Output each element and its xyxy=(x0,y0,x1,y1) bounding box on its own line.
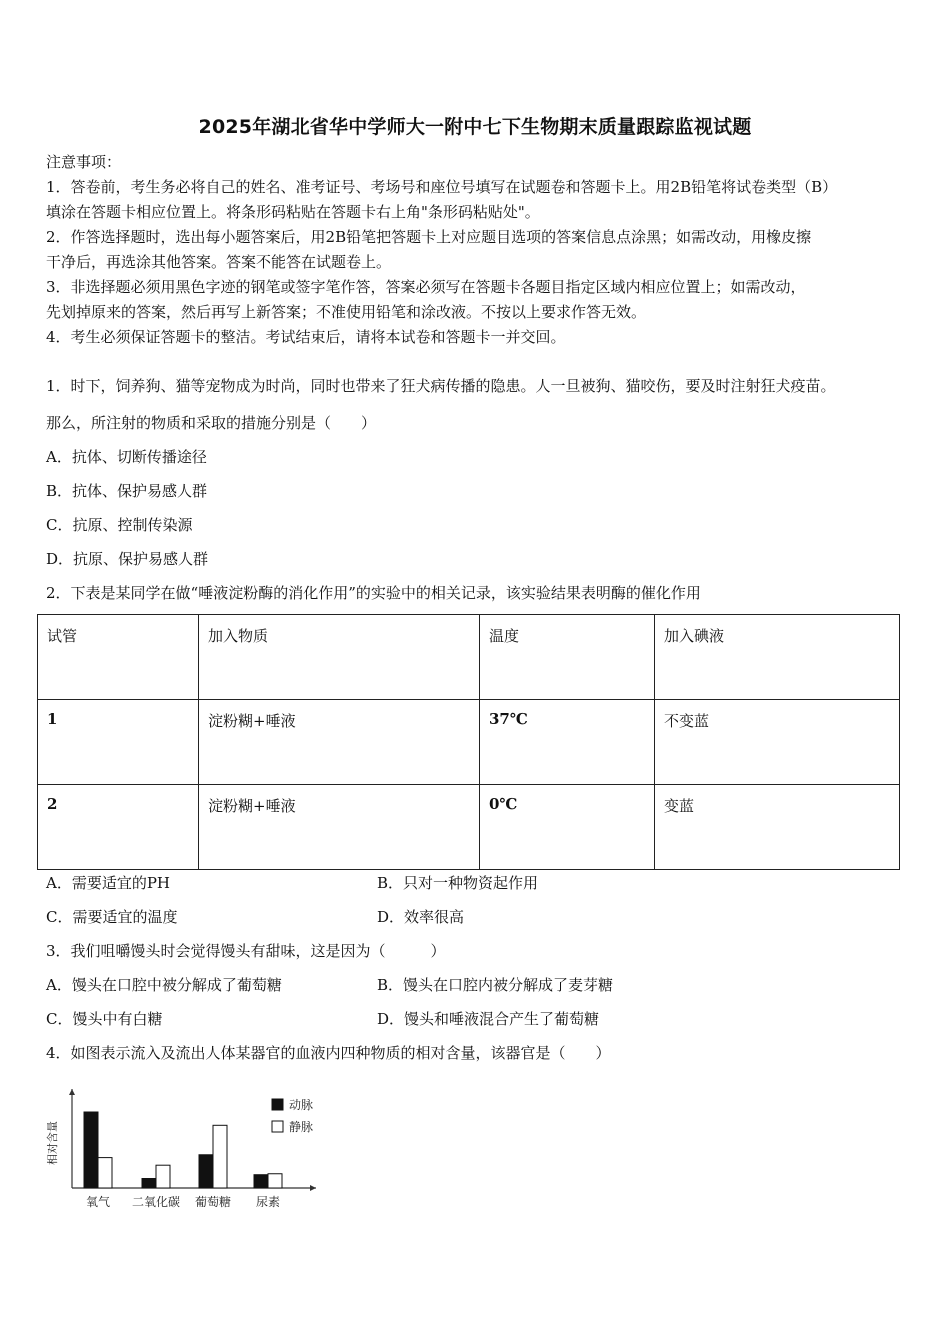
table-row xyxy=(38,700,900,785)
q3-stem: 3．我们咀嚼馒头时会觉得馒头有甜味，这是因为（ ） xyxy=(46,942,446,960)
bar-动脉 xyxy=(142,1179,156,1189)
table-header-cell: 加入物质 xyxy=(199,615,480,700)
notice-line: 3．非选择题必须用黑色字迹的钢笔或签字笔作答，答案必须写在答题卡各题目指定区域内相应位置上；如需改动， xyxy=(46,278,806,296)
notice-line: 2．作答选择题时，选出每小题答案后，用2B铅笔把答题卡上对应题目选项的答案信息点涂黑；如需改动，用橡皮擦 xyxy=(46,228,812,246)
experiment-table xyxy=(37,614,900,870)
q1-option-d[interactable]: D．抗原、保护易感人群 xyxy=(46,550,209,568)
table-cell: 1 xyxy=(38,700,199,785)
q1-stem-cont: 那么，所注射的物质和采取的措施分别是（ ） xyxy=(46,414,377,432)
blood-substance-chart xyxy=(44,1085,334,1215)
q2-option-d[interactable]: D．效率很高 xyxy=(377,908,465,926)
table-header-cell: 试管 xyxy=(38,615,199,700)
q1-option-c[interactable]: C．抗原、控制传染源 xyxy=(46,516,193,534)
bar-动脉 xyxy=(199,1155,213,1188)
q2-stem: 2．下表是某同学在做“唾液淀粉酶的消化作用”的实验中的相关记录，该实验结果表明酶的催化作用 xyxy=(46,584,701,602)
q1-stem: 1．时下，饲养狗、猫等宠物成为时尚，同时也带来了狂犬病传播的隐患。人一旦被狗、猫咬伤，要及时注射狂犬疫苗。 xyxy=(46,377,836,395)
table-cell: 2 xyxy=(38,785,199,870)
bar-动脉 xyxy=(254,1175,268,1188)
q3-option-a[interactable]: A．馒头在口腔中被分解成了葡萄糖 xyxy=(46,976,282,994)
table-header-cell: 加入碘液 xyxy=(655,615,900,700)
category-label: 葡萄糖 xyxy=(194,1195,232,1209)
bar-静脉 xyxy=(213,1125,227,1188)
table-header-row xyxy=(38,615,900,700)
notice-heading: 注意事项： xyxy=(46,153,122,171)
category-label: 氧气 xyxy=(85,1195,111,1209)
q4-stem: 4．如图表示流入及流出人体某器官的血液内四种物质的相对含量，该器官是（ ） xyxy=(46,1044,611,1062)
notice-line: 填涂在答题卡相应位置上。将条形码粘贴在答题卡右上角"条形码粘贴处"。 xyxy=(46,203,540,221)
table-cell: 淀粉糊+唾液 xyxy=(199,785,480,870)
q2-option-a[interactable]: A．需要适宜的PH xyxy=(46,874,171,892)
notice-line: 1．答卷前，考生务必将自己的姓名、准考证号、考场号和座位号填写在试题卷和答题卡上。用2B铅笔将试卷类型（B） xyxy=(46,178,838,196)
category-label: 尿素 xyxy=(255,1195,281,1209)
q2-option-b[interactable]: B．只对一种物资起作用 xyxy=(377,874,539,892)
legend-swatch xyxy=(272,1121,283,1132)
notice-line: 4．考生必须保证答题卡的整洁。考试结束后，请将本试卷和答题卡一并交回。 xyxy=(46,328,566,346)
table-cell: 0℃ xyxy=(480,785,655,870)
x-axis-arrow xyxy=(310,1185,316,1191)
legend-label: 动脉 xyxy=(289,1098,314,1112)
bar-静脉 xyxy=(98,1158,112,1188)
q3-option-b[interactable]: B．馒头在口腔内被分解成了麦芽糖 xyxy=(377,976,614,994)
legend-swatch xyxy=(272,1099,283,1110)
y-axis-arrow xyxy=(69,1089,75,1095)
notice-line: 干净后，再选涂其他答案。答案不能答在试题卷上。 xyxy=(46,253,392,271)
q3-option-d[interactable]: D．馒头和唾液混合产生了葡萄糖 xyxy=(377,1010,600,1028)
category-label: 二氧化碳 xyxy=(131,1195,181,1209)
q3-option-c[interactable]: C．馒头中有白糖 xyxy=(46,1010,163,1028)
table-cell: 淀粉糊+唾液 xyxy=(199,700,480,785)
notice-line: 先划掉原来的答案，然后再写上新答案；不准使用铅笔和涂改液。不按以上要求作答无效。 xyxy=(46,303,647,321)
page-title: 2025年湖北省华中学师大一附中七下生物期末质量跟踪监视试题 xyxy=(198,116,752,138)
y-axis-label: 相对含量 xyxy=(46,1121,59,1165)
table-cell: 不变蓝 xyxy=(655,700,900,785)
table-cell: 变蓝 xyxy=(655,785,900,870)
table-cell: 37℃ xyxy=(480,700,655,785)
legend-label: 静脉 xyxy=(289,1120,314,1134)
bar-动脉 xyxy=(84,1112,98,1188)
table-row xyxy=(38,785,900,870)
table-header-cell: 温度 xyxy=(480,615,655,700)
q1-option-a[interactable]: A．抗体、切断传播途径 xyxy=(46,448,207,466)
q1-option-b[interactable]: B．抗体、保护易感人群 xyxy=(46,482,208,500)
q2-option-c[interactable]: C．需要适宜的温度 xyxy=(46,908,178,926)
bar-静脉 xyxy=(268,1174,282,1188)
bar-静脉 xyxy=(156,1165,170,1188)
